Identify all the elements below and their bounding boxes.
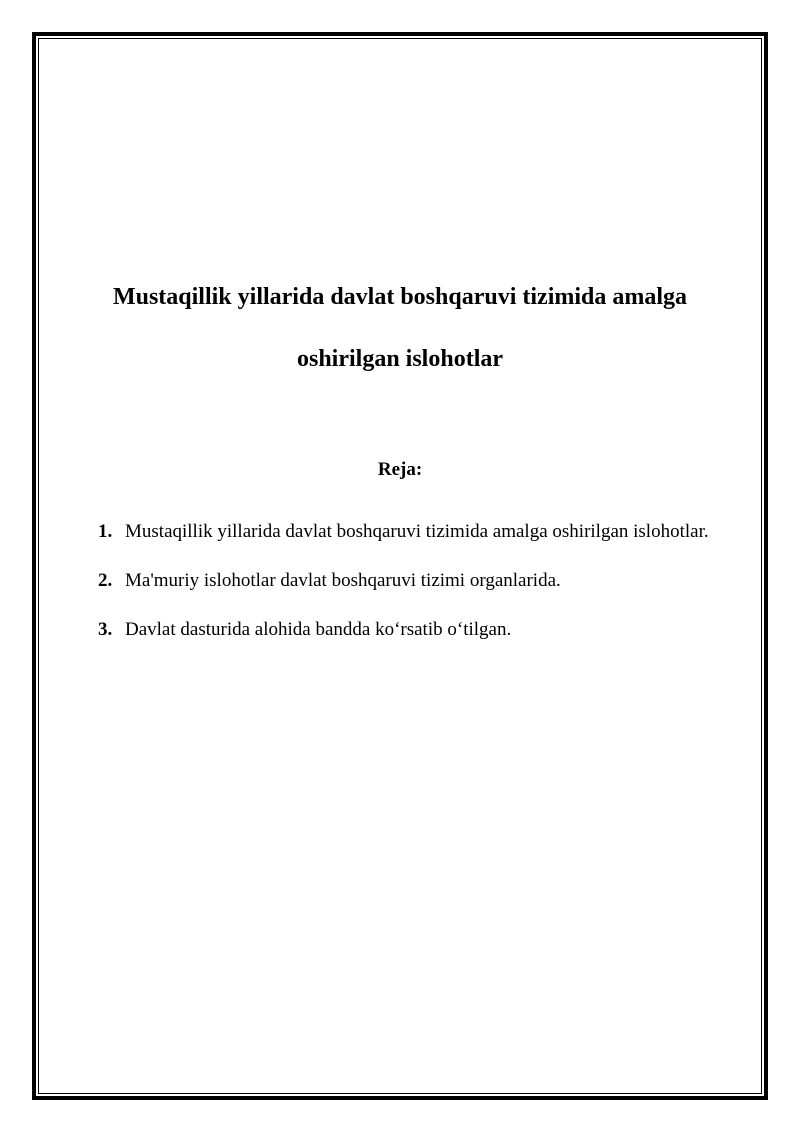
plan-item-number: 3.	[98, 619, 113, 640]
plan-item-text: Davlat dasturida alohida bandda ko‘rsatib o‘tilgan.	[125, 619, 512, 640]
plan-list	[98, 507, 738, 654]
plan-item	[98, 556, 738, 605]
plan-heading: Reja:	[377, 459, 423, 480]
plan-item	[98, 507, 738, 556]
plan-item-number: 1.	[98, 521, 113, 542]
plan-item	[98, 605, 738, 654]
plan-item-text: Mustaqillik yillarida davlat boshqaruvi tizimida amalga oshirilgan islohotlar.	[125, 521, 709, 542]
document-title-line-2: oshirilgan islohotlar	[296, 346, 504, 372]
plan-item-text: Ma'muriy islohotlar davlat boshqaruvi tizimi organlarida.	[125, 570, 561, 591]
plan-item-number: 2.	[98, 570, 113, 591]
document-title-line-1: Mustaqillik yillarida davlat boshqaruvi tizimida amalga	[112, 284, 688, 310]
